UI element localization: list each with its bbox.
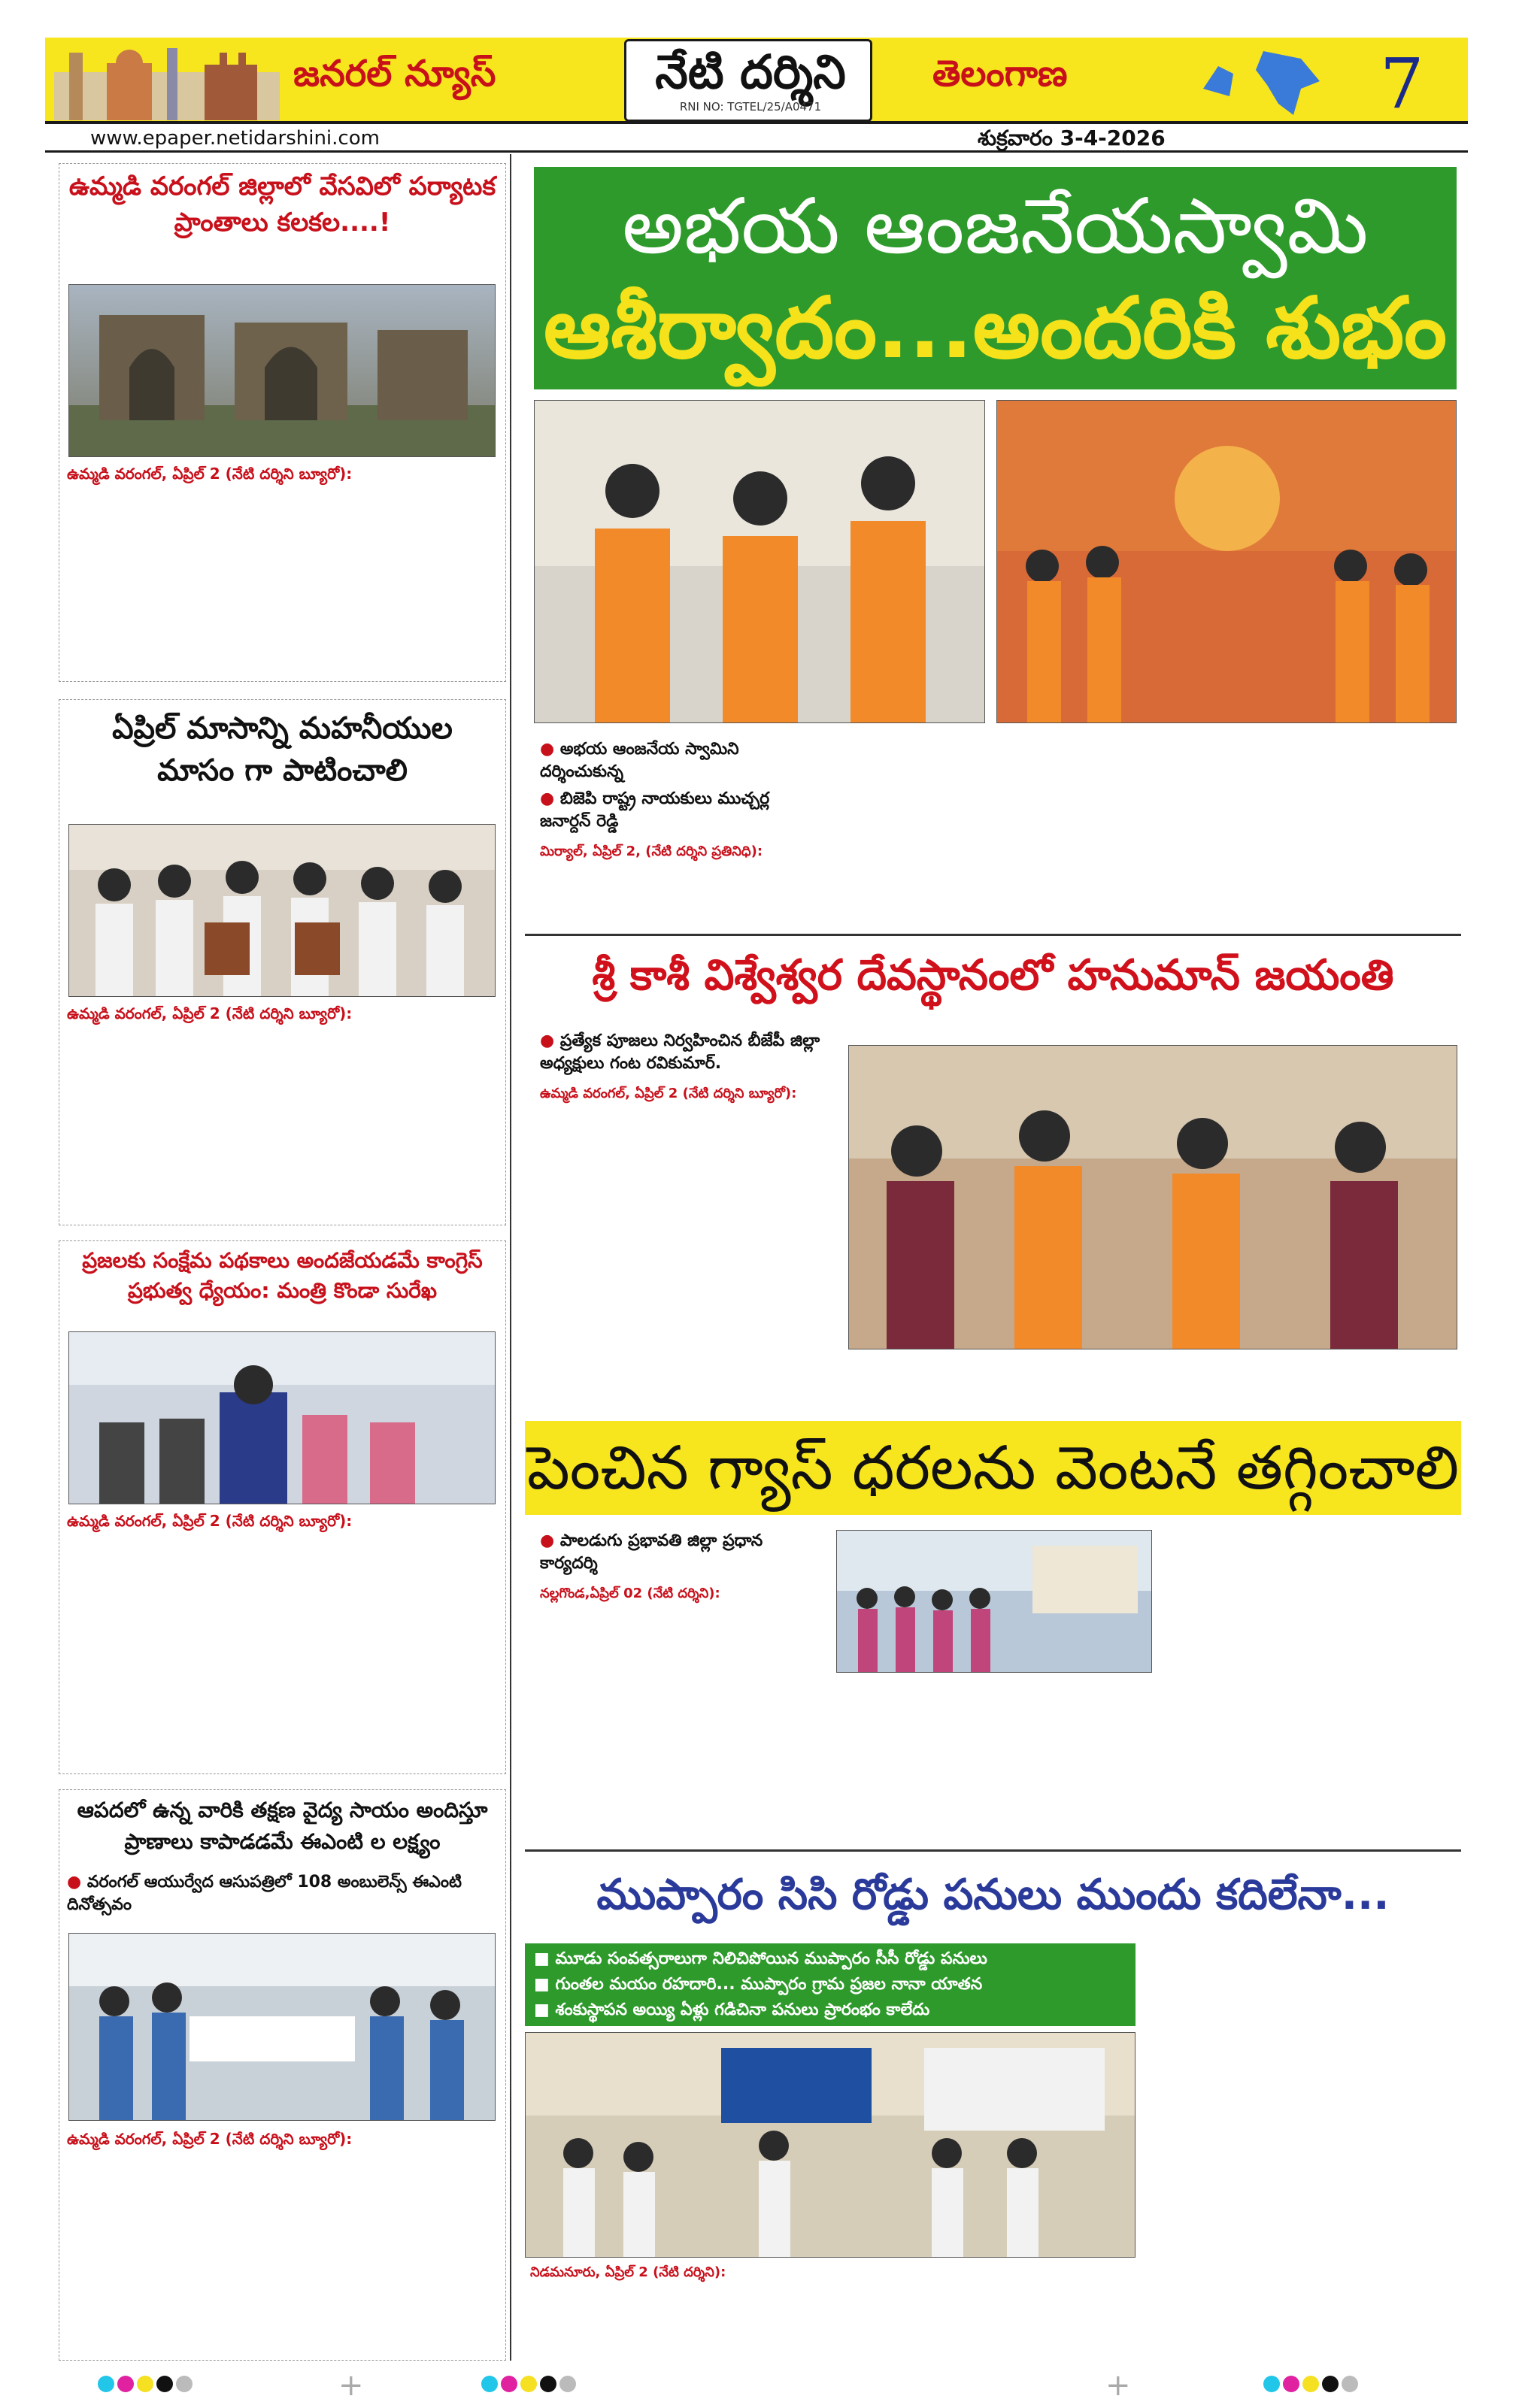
book-release-photo <box>68 824 496 997</box>
page-number: 7 <box>1380 44 1424 124</box>
crop-mark: + <box>338 2368 364 2403</box>
story-dateline: మిర్యాల్, ఏప్రిల్ 2, (నేటి దర్శిని ప్రతినిధి): <box>540 844 763 859</box>
story-bullet: ● పాలడుగు ప్రభావతి జిల్లా ప్రధాన కార్యదర్శి <box>540 1530 826 1575</box>
paper-name: నేటి దర్శిని <box>655 44 846 99</box>
mupparam-road-headline: ముప్పారం సిసి రోడ్డు పనులు ముందు కదిలేనా... <box>596 1870 1390 1919</box>
story-dateline: నిడమనూరు, ఏప్రిల్ 2 (నేటి దర్శిని): <box>530 2264 726 2280</box>
temple-shobhayatra-photo <box>996 400 1457 723</box>
gas-story-bullets <box>540 1530 826 1604</box>
leaders-felicitation-photo <box>534 400 985 723</box>
story-mahaniyula <box>59 699 506 1225</box>
section-divider <box>525 1849 1461 1852</box>
newspaper-logo <box>624 39 872 122</box>
fort-photo <box>68 284 496 457</box>
story-dateline: ఉమ్మడి వరంగల్, ఏప్రిల్ 2 (నేటి దర్శిని బ్యూరో): <box>67 2130 353 2148</box>
section-label-telangana: తెలంగాణ <box>932 53 1068 95</box>
gas-price-banner <box>525 1421 1461 1515</box>
color-registration-marks <box>1263 2376 1361 2392</box>
left-column <box>45 154 511 2361</box>
story-tourism <box>59 163 506 682</box>
kashi-story-bullets <box>540 1030 841 1104</box>
section-divider <box>525 934 1461 936</box>
minister-event-photo <box>68 1331 496 1504</box>
highlight-item: ■ గుంతల మయం రహదారి... ముప్పారం గ్రామ ప్రజల నానా యాతన <box>534 1975 982 1998</box>
hanuman-banner <box>534 167 1457 389</box>
story-bullet: ● అభయ ఆంజనేయ స్వామిని దర్శించుకున్న <box>540 738 818 783</box>
paper-registration: RNI NO: TGTEL/25/A0471 <box>679 100 822 114</box>
mupparam-highlights <box>525 1943 1136 2026</box>
story-headline: ఉమ్మడి వరంగల్ జిల్లాలో వేసవిలో పర్యాటక ప్రాంతాలు కలకల....! <box>68 171 496 238</box>
banner-line-2: ఆశీర్వాదం...అందరికి శుభం <box>543 280 1448 377</box>
story-dateline: ఉమ్మడి వరంగల్, ఏప్రిల్ 2 (నేటి దర్శిని బ్యూరో): <box>67 1004 353 1022</box>
story-headline: ఆపదలో ఉన్న వారికి తక్షణ వైద్య సాయం అందిస్తూ ప్రాణాలు కాపాడడమే ఈఎంటి ల లక్ష్యం <box>77 1798 488 1854</box>
story-108-ambulance <box>59 1789 506 2361</box>
crop-mark: + <box>1105 2368 1131 2403</box>
story-welfare-schemes <box>59 1240 506 1774</box>
masthead-strip <box>45 124 1468 153</box>
story-bullet: ● బిజెపి రాష్ట్ర నాయకులు ముచ్చర్ల జనార్దన్ రెడ్డి <box>540 788 818 833</box>
story-headline: ప్రజలకు సంక్షేమ పథకాలు అందజేయడమే కాంగ్రెస్ ప్రభుత్వ ధ్యేయం: మంత్రి కొండా సురేఖ <box>82 1248 483 1303</box>
india-map-icon <box>1188 44 1339 119</box>
highlight-item: ■ మూడు సంవత్సరాలుగా నిలిచిపోయిన ముప్పారం సీసీ రోడ్డు పనులు <box>534 1949 987 1972</box>
story-bullet: ● ప్రత్యేక పూజలు నిర్వహించిన బీజేపీ జిల్లా అధ్యక్షులు గంట రవికుమార్. <box>540 1030 841 1075</box>
color-registration-marks <box>98 2376 196 2392</box>
kashi-temple-headline: శ్రీ కాశీ విశ్వేశ్వర దేవస్థానంలో హనుమాన్ జయంతి <box>592 951 1394 1000</box>
gas-protest-photo <box>836 1530 1152 1673</box>
banner-line-1: అభయ ఆంజనేయస్వామి <box>622 182 1369 271</box>
story-headline: ఏప్రిల్ మాసాన్ని మహనీయుల మాసం గా పాటించాలి <box>112 711 453 788</box>
hanuman-story-bullets <box>540 738 818 862</box>
masthead <box>45 38 1468 124</box>
color-registration-marks <box>481 2376 579 2392</box>
monuments-skyline-icon <box>54 42 280 120</box>
story-dateline: ఉమ్మడి వరంగల్, ఏప్రిల్ 2 (నేటి దర్శిని బ్యూరో): <box>67 1512 353 1530</box>
hanuman-jayanti-pooja-photo <box>848 1045 1457 1349</box>
story-dateline: ఉమ్మడి వరంగల్, ఏప్రిల్ 2 (నేటి దర్శిని బ్యూరో): <box>67 465 353 483</box>
emt-day-photo <box>68 1933 496 2121</box>
section-label-general-news: జనరల్ న్యూస్ <box>293 53 496 95</box>
mupparam-meeting-photo <box>525 2032 1136 2258</box>
story-dateline: నల్లగొండ,ఏప్రిల్ 02 (నేటి దర్శిని): <box>540 1586 720 1601</box>
issue-date: శుక్రవారం 3-4-2026 <box>978 126 1166 150</box>
story-bullet: ● వరంగల్ ఆయుర్వేద ఆసుపత్రిలో 108 అంబులెన్స్ ఈఎంటి దినోత్సవం <box>67 1871 505 1916</box>
story-dateline: ఉమ్మడి వరంగల్, ఏప్రిల్ 2 (నేటి దర్శిని బ్యూరో): <box>540 1086 797 1101</box>
epaper-website[interactable]: www.epaper.netidarshini.com <box>90 127 380 150</box>
highlight-item: ■ శంకుస్థాపన అయ్యి ఏళ్లు గడిచినా పనులు ప్రారంభం కాలేదు <box>534 2001 929 2023</box>
gas-price-headline: పెంచిన గ్యాస్ ధరలను వెంటనే తగ్గించాలి <box>526 1433 1460 1503</box>
